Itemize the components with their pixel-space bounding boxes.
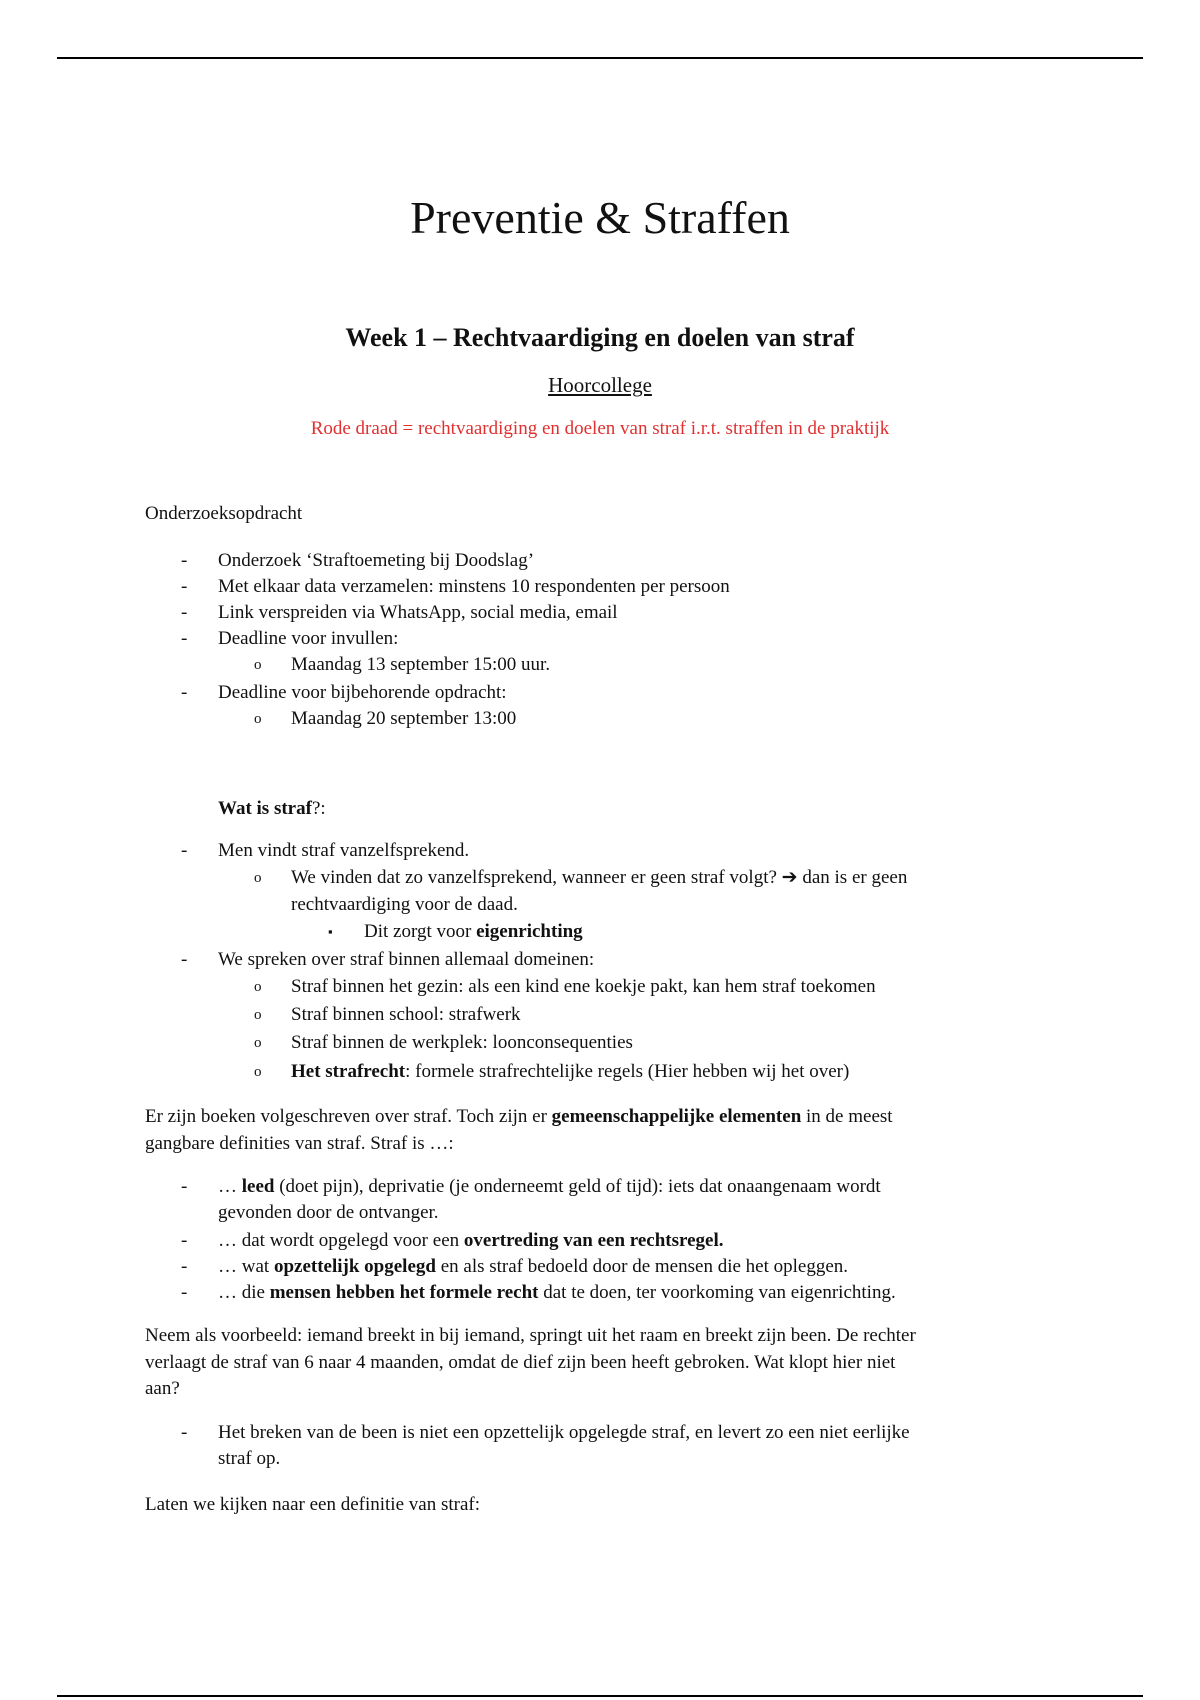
bottom-rule xyxy=(57,1695,1143,1697)
bullet-circle: o xyxy=(254,1007,262,1023)
bold-text: overtreding van een rechtsregel. xyxy=(463,1230,724,1251)
text-run: en als straf bedoeld door de mensen die het opleggen. xyxy=(435,1256,849,1277)
list-item: Link verspreiden via WhatsApp, social media, email xyxy=(218,602,618,623)
text-run: … dat wordt opgelegd voor een xyxy=(218,1230,464,1251)
text-run: : formele strafrechtelijke regels (Hier hebben wij het over) xyxy=(405,1061,850,1082)
bullet-circle: o xyxy=(254,657,262,673)
text-run: in de meest xyxy=(801,1106,893,1127)
sub-list-item: Maandag 13 september 15:00 uur. xyxy=(291,654,551,675)
text-run: dat te doen, ter voorkoming van eigenrichting. xyxy=(538,1282,896,1303)
bullet-circle: o xyxy=(254,1035,262,1051)
list-item-continuation: straf op. xyxy=(218,1448,281,1469)
text-run: … xyxy=(218,1176,242,1197)
section-heading xyxy=(218,796,326,822)
paragraph-line: aan? xyxy=(145,1378,180,1399)
sub-list-item: Maandag 20 september 13:00 xyxy=(291,708,517,729)
bullet-dash: - xyxy=(181,628,188,649)
bullet-dash: - xyxy=(181,550,188,571)
week-heading: Week 1 – Rechtvaardiging en doelen van straf xyxy=(345,323,855,352)
bullet-dash: - xyxy=(181,1256,188,1277)
sub-list-item: Straf binnen school: strafwerk xyxy=(291,1004,521,1025)
sub-list-item: Straf binnen de werkplek: loonconsequenties xyxy=(291,1032,633,1053)
list-item xyxy=(218,1174,881,1200)
list-item: Deadline voor bijbehorende opdracht: xyxy=(218,682,507,703)
bold-text: Het strafrecht xyxy=(291,1061,406,1082)
list-item: Onderzoek ‘Straftoemeting bij Doodslag’ xyxy=(218,550,535,571)
bullet-dash: - xyxy=(181,949,188,970)
bullet-circle: o xyxy=(254,979,262,995)
sub-sub-list-item xyxy=(364,919,583,945)
list-item: Het breken van de been is niet een opzettelijk opgelegde straf, en levert zo een niet eerlijke xyxy=(218,1422,910,1443)
bullet-dash: - xyxy=(181,682,188,703)
bold-text: gemeenschappelijke elementen xyxy=(551,1106,802,1127)
text-run: … die xyxy=(218,1282,270,1303)
bullet-circle: o xyxy=(254,1064,262,1080)
bullet-circle: o xyxy=(254,870,262,886)
list-item: Men vindt straf vanzelfsprekend. xyxy=(218,840,470,861)
paragraph: Neem als voorbeeld: iemand breekt in bij iemand, springt uit het raam en breekt zijn been. De rechter xyxy=(145,1325,916,1346)
list-item-continuation: gevonden door de ontvanger. xyxy=(218,1202,439,1223)
bullet-dash: - xyxy=(181,602,188,623)
bold-text: eigenrichting xyxy=(476,921,583,942)
section-heading-bold: Wat is straf xyxy=(218,798,312,819)
bullet-dash: - xyxy=(181,1282,188,1303)
bullet-dash: - xyxy=(181,576,188,597)
top-rule xyxy=(57,57,1143,59)
list-item: Met elkaar data verzamelen: minstens 10 respondenten per persoon xyxy=(218,576,730,597)
list-item xyxy=(218,1280,896,1306)
text-run: Er zijn boeken volgeschreven over straf. Toch zijn er xyxy=(145,1106,552,1127)
section-heading-rest: ?: xyxy=(311,798,326,819)
paragraph-line: verlaagt de straf van 6 naar 4 maanden, omdat de dief zijn been heeft gebroken. Wat klopt hier niet xyxy=(145,1352,896,1373)
red-thread-note: Rode draad = rechtvaardiging en doelen van straf i.r.t. straffen in de praktijk xyxy=(310,418,890,439)
list-item: Deadline voor invullen: xyxy=(218,628,399,649)
text-run: (doet pijn), deprivatie (je onderneemt geld of tijd): iets dat onaangenaam wordt xyxy=(274,1176,881,1197)
subheading xyxy=(0,372,1200,398)
bullet-dash: - xyxy=(181,1422,188,1443)
bullet-dash: - xyxy=(181,1176,188,1197)
page-title: Preventie & Straffen xyxy=(410,192,790,243)
bullet-dash: - xyxy=(181,840,188,861)
list-item: We spreken over straf binnen allemaal domeinen: xyxy=(218,949,595,970)
bold-text: opzettelijk opgelegd xyxy=(273,1256,436,1277)
sub-list-item: Straf binnen het gezin: als een kind ene koekje pakt, kan hem straf toekomen xyxy=(291,976,876,997)
sub-list-item xyxy=(291,1059,849,1085)
sub-list-item-continuation: rechtvaardiging voor de daad. xyxy=(291,894,518,915)
text-run: Dit zorgt voor xyxy=(364,921,477,942)
bullet-square: ▪ xyxy=(328,924,333,939)
bold-text: leed xyxy=(241,1176,275,1197)
research-heading: Onderzoeksopdracht xyxy=(145,503,303,524)
paragraph-line: gangbare definities van straf. Straf is …: xyxy=(145,1133,454,1154)
bullet-dash: - xyxy=(181,1230,188,1251)
paragraph xyxy=(145,1104,1045,1130)
closing-line: Laten we kijken naar een definitie van straf: xyxy=(145,1494,480,1515)
list-item xyxy=(218,1228,724,1254)
list-item xyxy=(218,1254,848,1280)
subheading-text: Hoorcollege xyxy=(548,373,652,397)
sub-list-item: We vinden dat zo vanzelfsprekend, wanneer er geen straf volgt? ➔ dan is er geen xyxy=(291,867,908,888)
bullet-circle: o xyxy=(254,711,262,727)
text-run: … wat xyxy=(218,1256,274,1277)
bold-text: mensen hebben het formele recht xyxy=(269,1282,539,1303)
